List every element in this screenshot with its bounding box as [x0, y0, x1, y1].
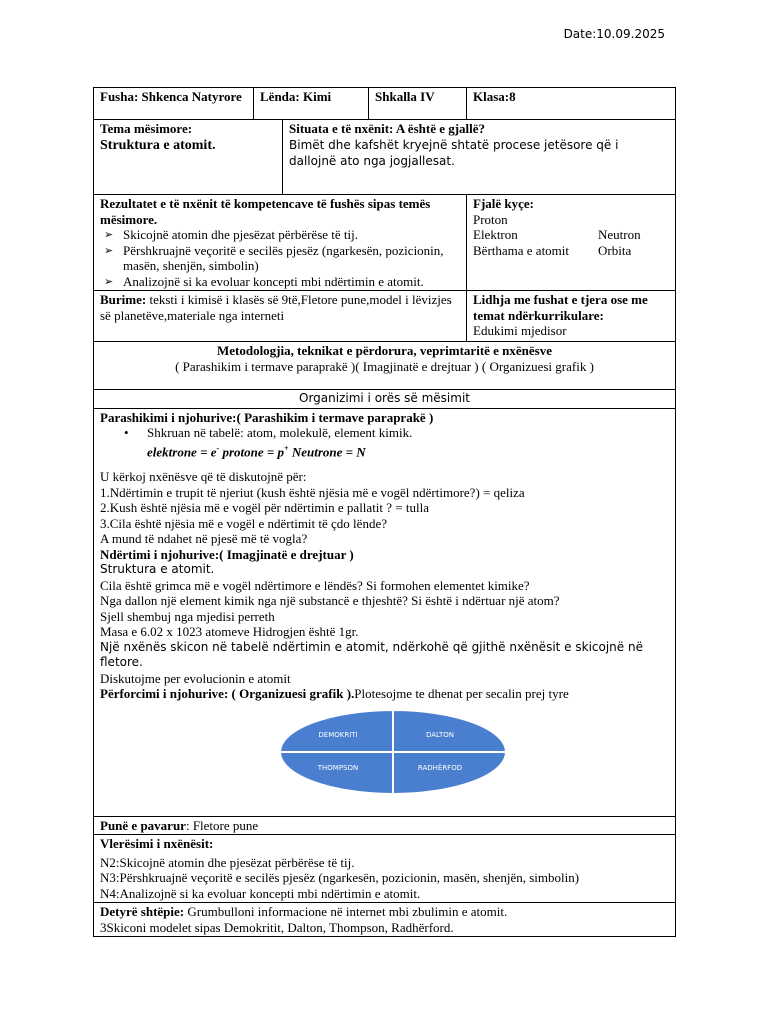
ndertimi-line: Cila është grimca më e vogël ndërtimore e lëndës? Si formohen elementet kimike?	[100, 577, 530, 593]
question-4: A mund të ndahet në pjesë më të vogla?	[100, 531, 308, 547]
detyre-cell	[94, 903, 676, 937]
vleresimi-cell	[94, 835, 676, 903]
situata-label: Situata e të nxënit: A është e gjallë?	[289, 121, 486, 136]
fusha-cell: Fusha: Shkenca Natyrore	[94, 88, 254, 120]
rezultatet-item: ➢ Skicojnë atomin dhe pjesëzat përbërëse të tij.	[100, 227, 460, 243]
ndertimi-line: Diskutojme per evolucionin e atomit	[100, 670, 291, 686]
date-label: Date:10.09.2025	[563, 27, 665, 41]
rezultatet-cell	[94, 195, 467, 291]
ndertimi-line: Nga dallon një element kimik nga një substancë e thjeshtë? Si është i ndërtuar një atom?	[100, 593, 560, 609]
lidhja-label: Lidhja me fushat e tjera ose me temat ndërkurrikulare:	[473, 292, 648, 323]
lidhja-cell	[467, 291, 676, 342]
detyre-text: Grumbulloni informacione në internet mbi zbulimin e atomit.	[184, 904, 508, 919]
ndertimi-line: Struktura e atomit.	[100, 562, 215, 577]
organizer-label: DEMOKRITI	[318, 730, 358, 739]
lesson-plan-table	[93, 87, 675, 937]
rezultatet-item: ➢ Përshkruajnë veçoritë e secilës pjesëz (ngarkesën, pozicionin, masën, shenjën, simbolin)	[100, 243, 460, 274]
vleresimi-level: N4:Analizojnë si ka evoluar koncepti mbi ndërtimin e atomit.	[100, 885, 421, 901]
detyre-label: Detyrë shtëpie:	[100, 904, 185, 919]
ndertimi-line: Sjell shembuj nga mjedisi perreth	[100, 608, 275, 624]
discussion-intro: U kërkoj nxënësve që të diskutojnë për:	[100, 469, 307, 485]
tema-label: Tema mësimore:	[100, 121, 193, 136]
shkalla-cell: Shkalla IV	[369, 88, 467, 120]
organizimi-cell: Organizimi i orës së mësimit	[94, 390, 676, 409]
ndertimi-label: Ndërtimi i njohurive:( Imagjinatë e drejtuar )	[100, 546, 354, 562]
graphic-organizer-ellipse	[280, 710, 506, 794]
situata-cell	[283, 120, 676, 195]
organizer-label: THOMPSON	[317, 763, 359, 772]
rezultatet-item: ➢ Analizojnë si ka evoluar koncepti mbi ndërtimin e atomit.	[100, 274, 460, 290]
pune-cell: Punë e pavarur: Fletore pune	[94, 816, 676, 835]
metodologjia-cell	[94, 342, 676, 390]
fjale-kyce-label: Fjalë kyçe:	[473, 196, 535, 211]
lidhja-text: Edukimi mjedisor	[473, 323, 567, 338]
vleresimi-level: N3:Përshkruajnë veçoritë e secilës pjesëz (ngarkesën, pozicionin, masën, shenjën, simbolin)	[100, 870, 580, 885]
rezultatet-label: Rezultatet e të nxënit të kompetencave të fushës sipas temës mësimore.	[100, 196, 431, 227]
keyword: Neutron	[598, 227, 641, 242]
organizer-label: DALTON	[425, 730, 455, 739]
ndertimi-line: Masa e 6.02 x 1023 atomeve Hidrogjen është 1gr.	[100, 624, 359, 640]
ndertimi-line: Një nxënës skicon në tabelë ndërtimin e atomit, ndërkohë që gjithë nxënësit e skicojnë në fletore.	[100, 639, 643, 670]
metodologjia-text: ( Parashikim i termave paraprakë )( Imagjinatë e drejtuar ) ( Organizuesi grafik )	[175, 358, 594, 374]
particle-equations: elektrone = e- protone = p+ Neutrone = N	[147, 443, 366, 459]
question-2: 2.Kush është njësia më e vogël për ndërtimin e pallatit ? = tulla	[100, 500, 429, 516]
question-3: 3.Cila është njësia më e vogël e ndërtimit të çdo lënde?	[100, 515, 387, 531]
parashikimi-label: Parashikimi i njohurive:( Parashikim i termave paraprakë )	[100, 409, 434, 425]
keyword: Bërthama e atomit	[473, 242, 570, 258]
rezultatet-list	[100, 227, 460, 289]
perforcimi-line: Përforcimi i njohurive: ( Organizuesi grafik ).Plotesojme te dhenat per secalin prej tyre	[100, 686, 569, 702]
burime-text: teksti i kimisë i klasës së 9të,Fletore pune,model i lëvizjes së planetëve,materiale nga interneti	[100, 292, 452, 323]
klasa-cell: Klasa:8	[467, 88, 676, 120]
organizer-quadrant	[280, 752, 393, 794]
tema-value: Struktura e atomit.	[100, 137, 216, 153]
lenda-cell: Lënda: Kimi	[254, 88, 369, 120]
burime-label: Burime:	[100, 292, 147, 307]
question-1: 1.Ndërtimin e trupit të njeriut (kush është njësia më e vogël ndërtimore?) = qeliza	[100, 484, 525, 500]
detyre-text: 3Skiconi modelet sipas Demokritit, Dalton, Thompson, Radhërford.	[100, 919, 454, 935]
metodologjia-label: Metodologjia, teknikat e përdorura, veprimtaritë e nxënësve	[216, 343, 553, 358]
situata-text: Bimët dhe kafshët kryejnë shtatë procese jetësore që i dallojnë ato nga jogjallesat.	[289, 137, 619, 168]
fjale-kyce-cell	[467, 195, 676, 291]
keyword: Proton	[473, 211, 508, 227]
organizer-label: RADHËRFOD	[417, 763, 463, 772]
lesson-body-cell	[94, 408, 676, 816]
keyword: Elektron	[473, 227, 518, 242]
tema-cell	[94, 120, 283, 195]
burime-cell	[94, 291, 467, 342]
vleresimi-label: Vlerësimi i nxënësit:	[100, 836, 214, 851]
keyword: Orbita	[598, 242, 632, 258]
parashikimi-bullet: • Shkruan në tabelë: atom, molekulë, element kimik.	[100, 425, 669, 441]
vleresimi-level: N2:Skicojnë atomin dhe pjesëzat përbërëse të tij.	[100, 854, 355, 870]
organizer-quadrant	[393, 752, 506, 794]
